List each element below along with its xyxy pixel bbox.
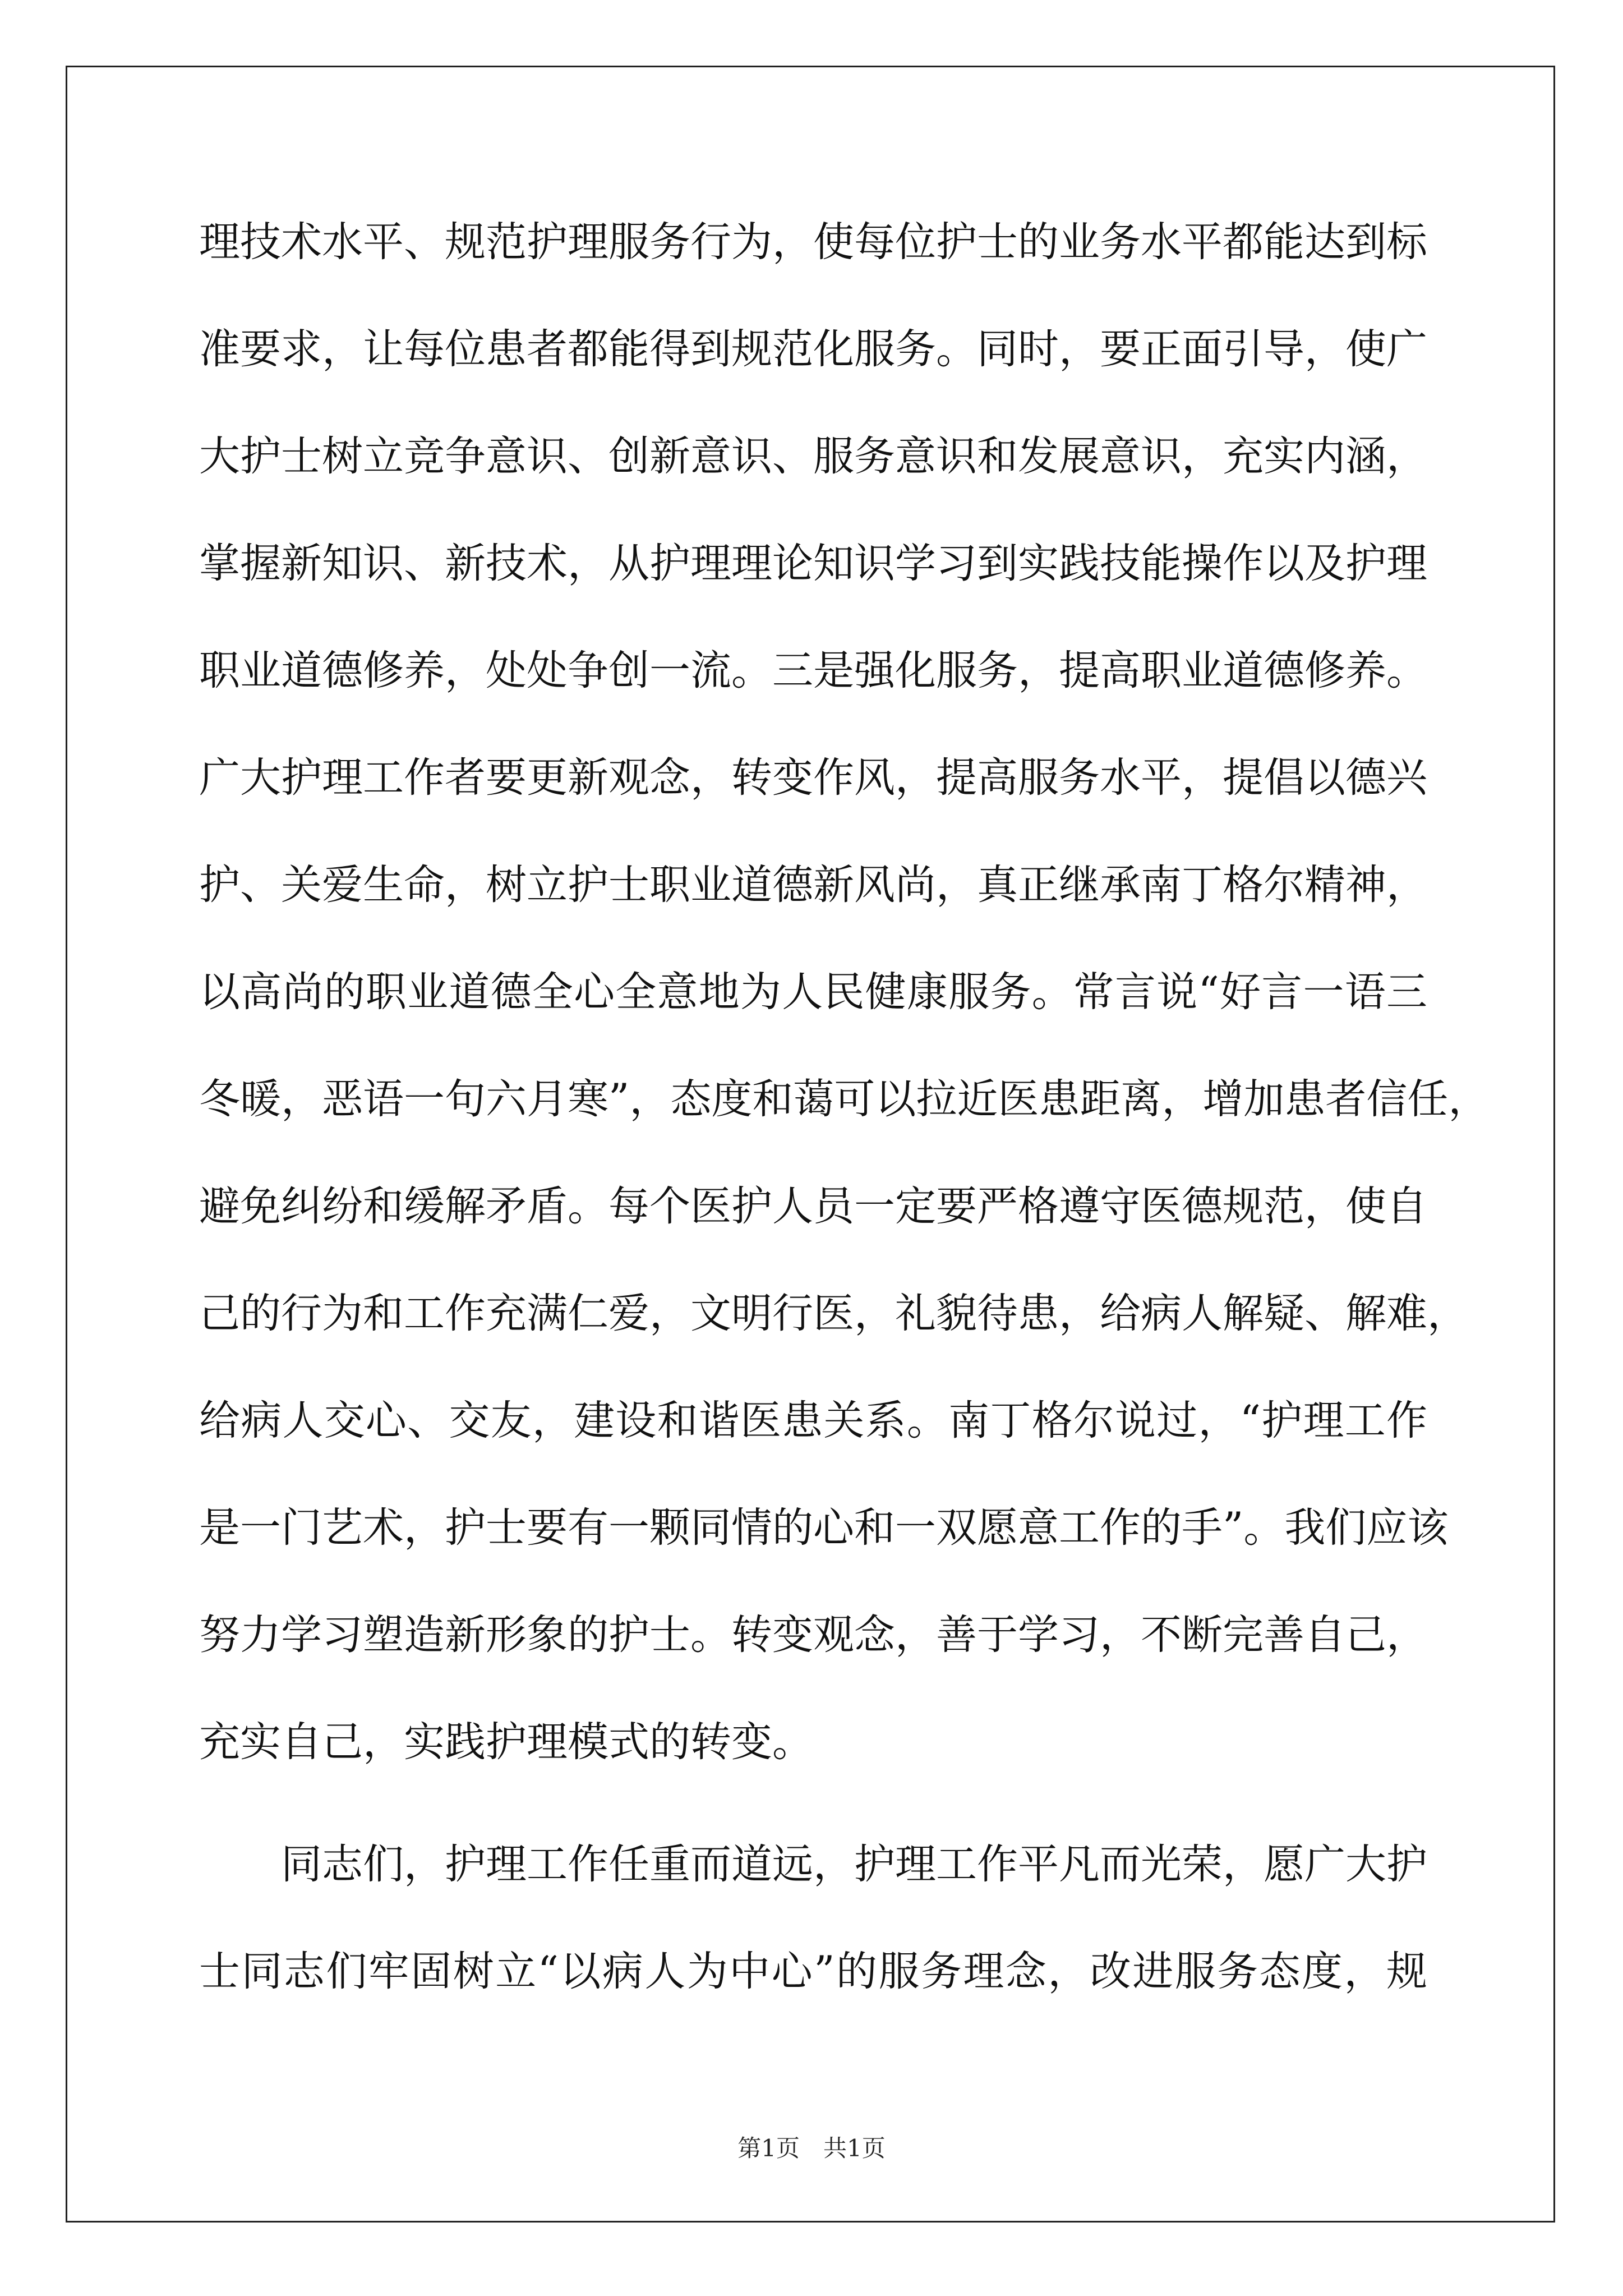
text-line: 理技术水平、规范护理服务行为，使每位护士的业务水平都能达到标 — [199, 218, 1427, 266]
text-line: 避免纠纷和缓解矛盾。每个医护人员一定要严格遵守医德规范，使自 — [199, 1182, 1427, 1230]
text-line: 士同志们牢固树立“以病人为中心”的服务理念，改进服务态度，规 — [199, 1948, 1427, 1995]
text-line: 给病人交心、交友，建设和谐医患关系。南丁格尔说过，“护理工作 — [199, 1397, 1427, 1444]
text-line: 护、关爱生命，树立护士职业道德新风尚，真正继承南丁格尔精神， — [199, 861, 1427, 909]
text-line: 努力学习塑造新形象的护士。转变观念，善于学习，不断完善自己， — [199, 1611, 1427, 1659]
page-footer: 第1页 共1页 — [737, 2134, 886, 2162]
text-line: 广大护理工作者要更新观念，转变作风，提高服务水平，提倡以德兴 — [199, 754, 1427, 802]
text-line: 职业道德修养，处处争创一流。三是强化服务，提高职业道德修养。 — [199, 647, 1427, 694]
text-line: 大护士树立竞争意识、创新意识、服务意识和发展意识，充实内涵， — [199, 432, 1427, 480]
text-line: 以高尚的职业道德全心全意地为人民健康服务。常言说“好言一语三 — [199, 968, 1427, 1016]
text-line: 冬暖，恶语一句六月寒”，态度和蔼可以拉近医患距离，增加患者信任， — [199, 1075, 1490, 1123]
text-line: 是一门艺术，护士要有一颗同情的心和一双愿意工作的手”。我们应该 — [199, 1504, 1449, 1552]
text-line: 充实自己，实践护理模式的转变。 — [199, 1718, 813, 1766]
page-border — [66, 66, 1555, 2223]
text-line: 己的行为和工作充满仁爱，文明行医，礼貌待患，给病人解疑、解难， — [199, 1290, 1468, 1337]
text-line: 掌握新知识、新技术，从护理理论知识学习到实践技能操作以及护理 — [199, 540, 1427, 587]
paragraph-first-line: 同志们，护理工作任重而道远，护理工作平凡而光荣，愿广大护 — [281, 1841, 1427, 1888]
text-line: 准要求，让每位患者都能得到规范化服务。同时，要正面引导，使广 — [199, 325, 1427, 373]
